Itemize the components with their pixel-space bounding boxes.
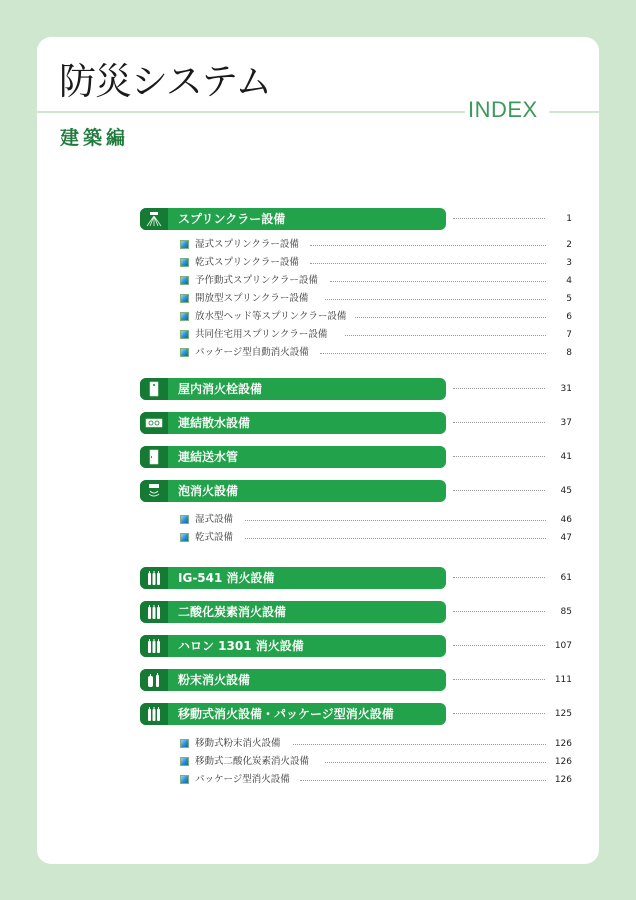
section-bar[interactable]	[140, 208, 446, 230]
bullet-icon	[180, 276, 189, 285]
page-number: 126	[554, 775, 572, 785]
gas-cylinders-icon	[147, 570, 161, 586]
dot-leader	[453, 611, 545, 612]
page-number: 125	[554, 709, 572, 719]
section-bar[interactable]	[140, 446, 446, 468]
dot-leader	[330, 281, 546, 282]
dot-leader	[453, 713, 545, 714]
section-label: 屋内消火栓設備	[178, 382, 263, 396]
toc-item[interactable]	[180, 346, 572, 360]
dot-leader	[345, 335, 546, 336]
page-number: 85	[560, 607, 572, 617]
index-page	[37, 37, 599, 864]
toc-item[interactable]	[180, 256, 572, 270]
section-label: IG-541 消火設備	[178, 571, 275, 585]
dot-leader	[453, 679, 545, 680]
page-number: 3	[566, 258, 572, 268]
toc-section-mobile-package[interactable]	[140, 703, 572, 725]
toc-section-sprinkler[interactable]	[140, 208, 572, 230]
gas-cylinders-icon	[147, 638, 161, 654]
item-label: 乾式設備	[195, 531, 241, 545]
bullet-icon	[180, 330, 189, 339]
item-label: 移動式二酸化炭素消火設備	[195, 755, 317, 769]
page-number: 2	[566, 240, 572, 250]
page-number: 107	[554, 641, 572, 651]
bullet-icon	[180, 775, 189, 784]
section-label: スプリンクラー設備	[178, 212, 286, 226]
dot-leader	[245, 520, 546, 521]
toc-item[interactable]	[180, 310, 572, 324]
section-label: 二酸化炭素消火設備	[178, 605, 287, 619]
item-label: 放水型ヘッド等スプリンクラー設備	[195, 310, 354, 324]
page-number: 47	[560, 533, 572, 543]
item-label: パッケージ型自動消火設備	[195, 346, 317, 360]
bullet-icon	[180, 240, 189, 249]
item-label: 移動式粉末消火設備	[195, 737, 289, 751]
page-number: 31	[560, 384, 572, 394]
page-number: 61	[560, 573, 572, 583]
bullet-icon	[180, 515, 189, 524]
dot-leader	[453, 490, 545, 491]
toc-item[interactable]	[180, 531, 572, 545]
gas-cylinders-icon	[147, 706, 161, 722]
page-title: 防災システム	[59, 60, 272, 103]
page-number: 6	[566, 312, 572, 322]
bullet-icon	[180, 533, 189, 542]
item-label: 湿式スプリンクラー設備	[195, 238, 307, 252]
page-number: 1	[566, 214, 572, 224]
bullet-icon	[180, 294, 189, 303]
section-label: 連結送水管	[178, 450, 239, 464]
gas-cylinders-icon	[147, 604, 161, 620]
toc-section-foam[interactable]	[140, 480, 572, 502]
page-number: 126	[554, 757, 572, 767]
dot-leader	[310, 263, 546, 264]
bullet-icon	[180, 312, 189, 321]
section-label: 連結散水設備	[178, 416, 251, 430]
dot-leader	[300, 780, 546, 781]
item-label: パッケージ型消火設備	[195, 773, 298, 787]
dot-leader	[355, 317, 546, 318]
page-number: 45	[560, 486, 572, 496]
section-label: 粉末消火設備	[178, 673, 251, 687]
dot-leader	[320, 353, 546, 354]
dot-leader	[310, 245, 546, 246]
standpipe-cabinet-icon	[148, 449, 160, 465]
page-subtitle: 建築編	[60, 127, 130, 149]
dot-leader	[293, 744, 546, 745]
inlet-box-icon	[145, 417, 163, 429]
toc-item[interactable]	[180, 513, 572, 527]
sprinkler-head-icon	[145, 211, 163, 227]
section-bar[interactable]	[140, 669, 446, 691]
section-bar[interactable]	[140, 412, 446, 434]
toc-item[interactable]	[180, 292, 572, 306]
page-number: 4	[566, 276, 572, 286]
dot-leader	[453, 577, 545, 578]
item-label: 湿式設備	[195, 513, 241, 527]
dot-leader	[453, 456, 545, 457]
toc-section-halon[interactable]	[140, 635, 572, 657]
page-number: 7	[566, 330, 572, 340]
dot-leader	[325, 762, 546, 763]
toc-section-powder[interactable]	[140, 669, 572, 691]
bullet-icon	[180, 258, 189, 267]
toc-section-connected-sprinkling[interactable]	[140, 412, 572, 434]
bullet-icon	[180, 739, 189, 748]
section-bar[interactable]	[140, 703, 446, 725]
section-label: 移動式消火設備・パッケージ型消火設備	[178, 707, 394, 721]
item-label: 共同住宅用スプリンクラー設備	[195, 328, 335, 342]
item-label: 予作動式スプリンクラー設備	[195, 274, 326, 288]
index-label: INDEX	[468, 97, 538, 122]
toc-item[interactable]	[180, 773, 572, 787]
toc-section-indoor-hydrant[interactable]	[140, 378, 572, 400]
dot-leader	[325, 299, 546, 300]
section-label: ハロン 1301 消火設備	[178, 639, 304, 653]
toc-section-ig541[interactable]	[140, 567, 572, 589]
item-label: 開放型スプリンクラー設備	[195, 292, 316, 306]
dot-leader	[453, 422, 545, 423]
dot-leader	[245, 538, 546, 539]
dot-leader	[453, 645, 545, 646]
page-number: 8	[566, 348, 572, 358]
dot-leader	[453, 388, 545, 389]
header-rule-left	[0, 111, 465, 113]
page-number: 37	[560, 418, 572, 428]
bullet-icon	[180, 757, 189, 766]
page-number: 126	[554, 739, 572, 749]
section-bar[interactable]	[140, 635, 446, 657]
toc-section-standpipe[interactable]	[140, 446, 572, 468]
page-number: 41	[560, 452, 572, 462]
page-number: 46	[560, 515, 572, 525]
header-rule-right	[549, 111, 636, 113]
toc-section-co2[interactable]	[140, 601, 572, 623]
section-bar[interactable]	[140, 567, 446, 589]
foam-head-icon	[146, 483, 162, 499]
powder-cylinders-icon	[147, 672, 161, 688]
toc-item[interactable]	[180, 737, 572, 751]
section-bar[interactable]	[140, 601, 446, 623]
bullet-icon	[180, 348, 189, 357]
section-label: 泡消火設備	[178, 484, 239, 498]
toc-item[interactable]	[180, 274, 572, 288]
toc-item[interactable]	[180, 755, 572, 769]
toc-item[interactable]	[180, 238, 572, 252]
dot-leader	[453, 218, 545, 219]
section-bar[interactable]	[140, 378, 446, 400]
toc-item[interactable]	[180, 328, 572, 342]
section-bar[interactable]	[140, 480, 446, 502]
page-number: 111	[554, 675, 572, 685]
hydrant-cabinet-icon	[148, 381, 160, 397]
item-label: 乾式スプリンクラー設備	[195, 256, 307, 270]
page-number: 5	[566, 294, 572, 304]
